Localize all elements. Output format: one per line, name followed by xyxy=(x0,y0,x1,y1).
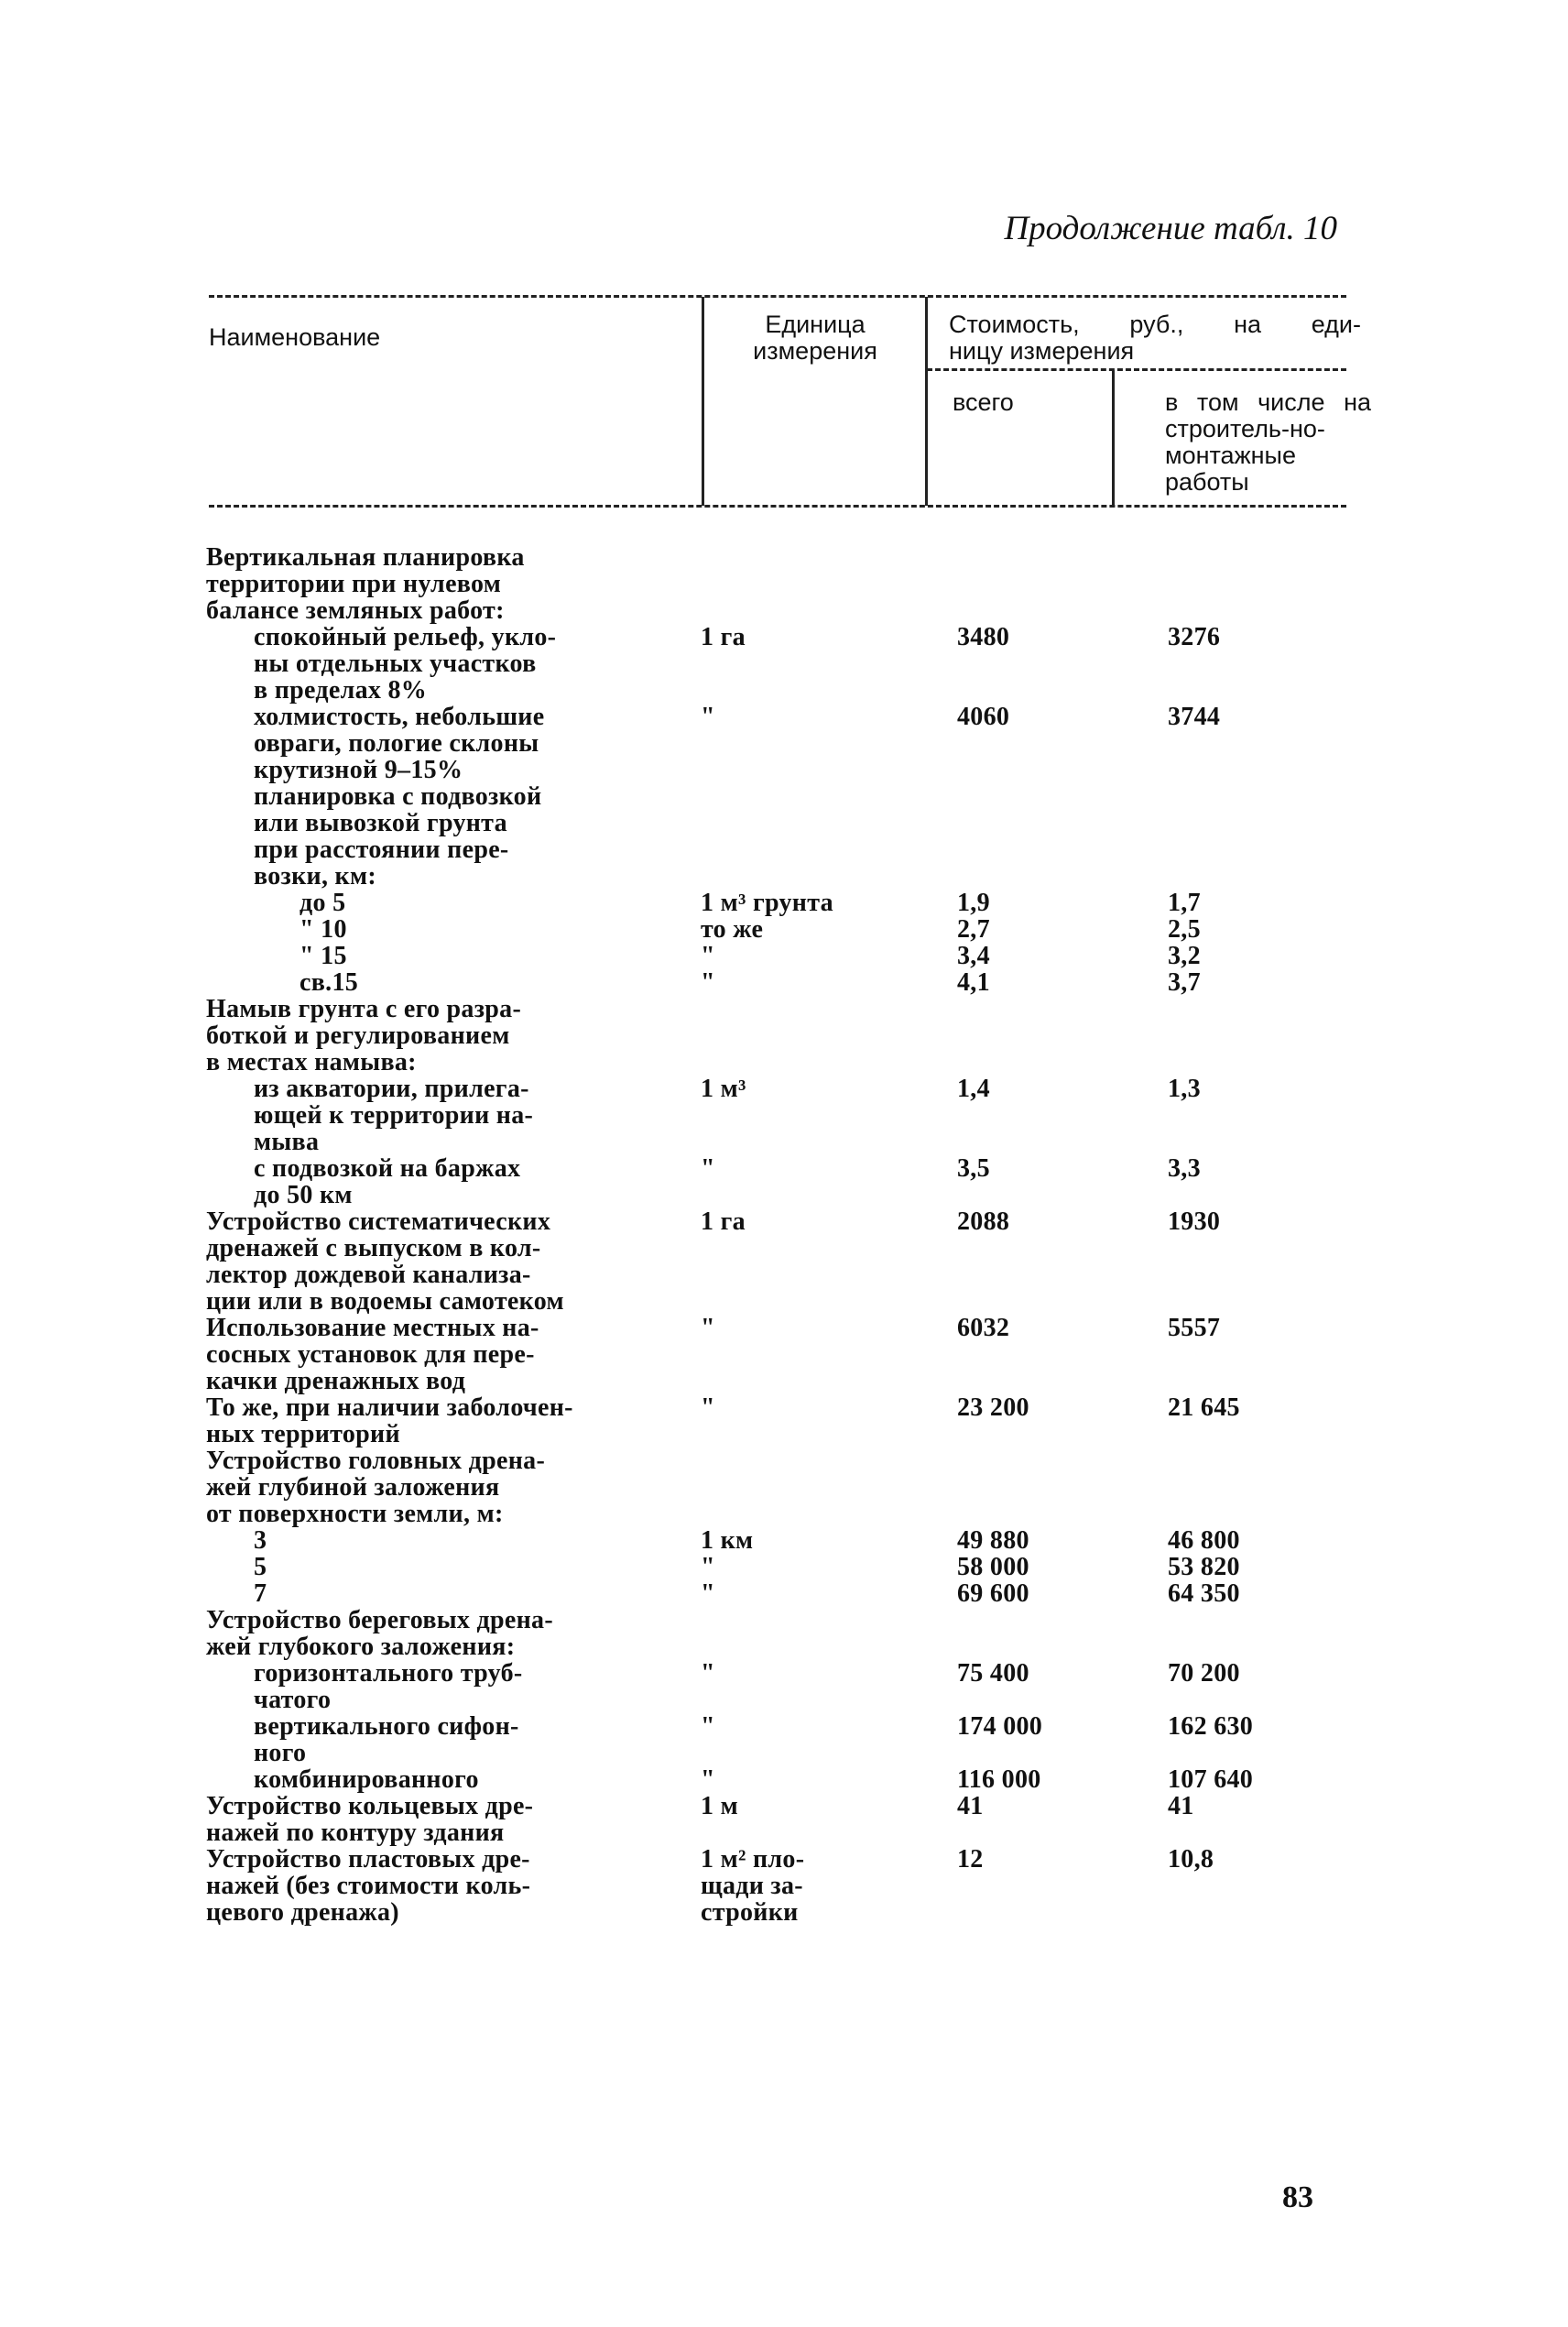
row-including: 46 800 xyxy=(1168,1526,1240,1555)
table-row xyxy=(206,1155,1378,1208)
row-name: Устройство береговых дрена- жей глубокого заложения: xyxy=(206,1606,553,1661)
row-name: 5 xyxy=(254,1553,267,1581)
header-top-rule xyxy=(209,295,1346,298)
header-name: Наименование xyxy=(209,323,381,351)
row-name: спокойный рельеф, укло- ны отдельных участков в пределах 8% xyxy=(254,623,557,705)
row-including: 3,3 xyxy=(1168,1154,1201,1183)
row-unit: " xyxy=(701,1765,715,1794)
row-including: 3,2 xyxy=(1168,942,1201,970)
row-name: св.15 xyxy=(299,968,359,997)
header-divider-unit-cost xyxy=(925,297,928,506)
row-total: 3480 xyxy=(957,623,1010,651)
row-including: 162 630 xyxy=(1168,1712,1254,1741)
row-total: 2088 xyxy=(957,1207,1010,1236)
table-row xyxy=(206,1448,1378,1527)
table-row xyxy=(206,704,1378,783)
table-row xyxy=(206,1315,1378,1394)
row-unit: " xyxy=(701,703,715,731)
row-unit: " xyxy=(701,1553,715,1581)
header-total: всего xyxy=(953,388,1014,416)
table-row xyxy=(206,1607,1378,1660)
row-including: 3276 xyxy=(1168,623,1221,651)
row-including: 53 820 xyxy=(1168,1553,1240,1581)
row-total: 23 200 xyxy=(957,1393,1029,1422)
row-name: с подвозкой на баржах до 50 км xyxy=(254,1154,521,1209)
table-caption: Продолжение табл. 10 xyxy=(1004,210,1337,247)
row-name: Устройство пластовых дре- нажей (без стоимости коль- цевого дренажа) xyxy=(206,1845,531,1927)
row-name: Устройство кольцевых дре- нажей по контуру здания xyxy=(206,1792,534,1847)
header-bottom-rule xyxy=(209,505,1346,508)
row-total: 69 600 xyxy=(957,1579,1029,1608)
table-row xyxy=(206,1846,1378,1926)
row-name: холмистость, небольшие овраги, пологие склоны крутизной 9–15% xyxy=(254,703,545,784)
header-divider-name-unit xyxy=(702,297,704,506)
header-unit: Единица измерения xyxy=(753,311,877,365)
row-including: 41 xyxy=(1168,1792,1194,1820)
row-total: 49 880 xyxy=(957,1526,1029,1555)
row-total: 58 000 xyxy=(957,1553,1029,1581)
header-mid-rule xyxy=(927,368,1346,371)
row-unit: 1 км xyxy=(701,1526,754,1555)
table-row xyxy=(206,1527,1378,1554)
row-name: Намыв грунта с его разра- боткой и регулированием в местах намыва: xyxy=(206,995,522,1076)
row-name: 3 xyxy=(254,1526,267,1555)
row-including: 1,7 xyxy=(1168,889,1201,917)
table-row xyxy=(206,1208,1378,1315)
row-total: 3,4 xyxy=(957,942,990,970)
row-unit: " xyxy=(701,1579,715,1608)
table-row xyxy=(206,544,1378,624)
table-row xyxy=(206,1394,1378,1448)
row-name: вертикального сифон- ного xyxy=(254,1712,519,1767)
row-total: 4060 xyxy=(957,703,1010,731)
table-row xyxy=(206,996,1378,1076)
row-name: То же, при наличии заболочен- ных территорий xyxy=(206,1393,573,1448)
row-name: Устройство головных дрена- жей глубиной заложения от поверхности земли, м: xyxy=(206,1447,546,1528)
table-row xyxy=(206,1580,1378,1607)
table-row xyxy=(206,1076,1378,1155)
row-name: Использование местных на- сосных установок для пере- качки дренажных вод xyxy=(206,1314,539,1395)
row-name: планировка с подвозкой или вывозкой грунта при расстоянии пере- возки, км: xyxy=(254,782,542,890)
row-unit: 1 га xyxy=(701,1207,746,1236)
row-including: 70 200 xyxy=(1168,1659,1240,1688)
row-including: 3744 xyxy=(1168,703,1221,731)
row-name: " 10 xyxy=(299,915,347,944)
table-row xyxy=(206,890,1378,916)
row-name: комбинированного xyxy=(254,1765,479,1794)
row-including: 1930 xyxy=(1168,1207,1221,1236)
row-total: 116 000 xyxy=(957,1765,1041,1794)
row-including: 3,7 xyxy=(1168,968,1201,997)
page-number: 83 xyxy=(1282,2180,1313,2214)
table-row xyxy=(206,943,1378,969)
row-unit: " xyxy=(701,968,715,997)
table-row xyxy=(206,1793,1378,1846)
row-name: " 15 xyxy=(299,942,347,970)
row-including: 64 350 xyxy=(1168,1579,1240,1608)
row-unit: " xyxy=(701,1314,715,1342)
row-total: 6032 xyxy=(957,1314,1010,1342)
row-total: 4,1 xyxy=(957,968,990,997)
table-row xyxy=(206,1660,1378,1713)
row-total: 12 xyxy=(957,1845,984,1874)
row-including: 5557 xyxy=(1168,1314,1221,1342)
row-name: 7 xyxy=(254,1579,267,1608)
row-name: Вертикальная планировка территории при нулевом балансе земляных работ: xyxy=(206,543,525,625)
table-row xyxy=(206,1554,1378,1580)
row-unit: " xyxy=(701,1712,715,1741)
row-unit: " xyxy=(701,942,715,970)
row-name: из акватории, прилега- ющей к территории на- мыва xyxy=(254,1075,534,1156)
table-row xyxy=(206,624,1378,704)
row-total: 41 xyxy=(957,1792,984,1820)
row-total: 75 400 xyxy=(957,1659,1029,1688)
row-including: 10,8 xyxy=(1168,1845,1214,1874)
row-including: 2,5 xyxy=(1168,915,1201,944)
table-row xyxy=(206,1766,1378,1793)
row-including: 107 640 xyxy=(1168,1765,1254,1794)
table-body xyxy=(206,544,1378,1926)
row-name: горизонтального труб- чатого xyxy=(254,1659,523,1714)
row-name: до 5 xyxy=(299,889,346,917)
header-including: в том числе на строитель-но-монтажные работы xyxy=(1165,388,1371,496)
row-total: 1,9 xyxy=(957,889,990,917)
table-row xyxy=(206,1713,1378,1766)
row-unit: 1 м³ xyxy=(701,1075,746,1103)
row-total: 1,4 xyxy=(957,1075,990,1103)
row-unit: 1 м xyxy=(701,1792,738,1820)
row-unit: 1 га xyxy=(701,623,746,651)
header-divider-total-incl xyxy=(1112,370,1115,506)
row-unit: 1 м³ грунта xyxy=(701,889,833,917)
row-unit: 1 м² пло- щади за- стройки xyxy=(701,1845,805,1927)
table-row xyxy=(206,916,1378,943)
row-unit: " xyxy=(701,1659,715,1688)
row-total: 2,7 xyxy=(957,915,990,944)
row-total: 174 000 xyxy=(957,1712,1043,1741)
row-name: Устройство систематических дренажей с выпуском в кол- лектор дождевой канализа- ции или в водоемы самотеком xyxy=(206,1207,564,1316)
header-cost-line1: Стоимость, руб., на еди- xyxy=(949,311,1361,338)
row-unit: " xyxy=(701,1393,715,1422)
table-row xyxy=(206,969,1378,996)
row-unit: то же xyxy=(701,915,764,944)
row-unit: " xyxy=(701,1154,715,1183)
header-cost-line2: ницу измерения xyxy=(949,337,1135,365)
row-total: 3,5 xyxy=(957,1154,990,1183)
row-including: 21 645 xyxy=(1168,1393,1240,1422)
table-row xyxy=(206,783,1378,890)
row-including: 1,3 xyxy=(1168,1075,1201,1103)
